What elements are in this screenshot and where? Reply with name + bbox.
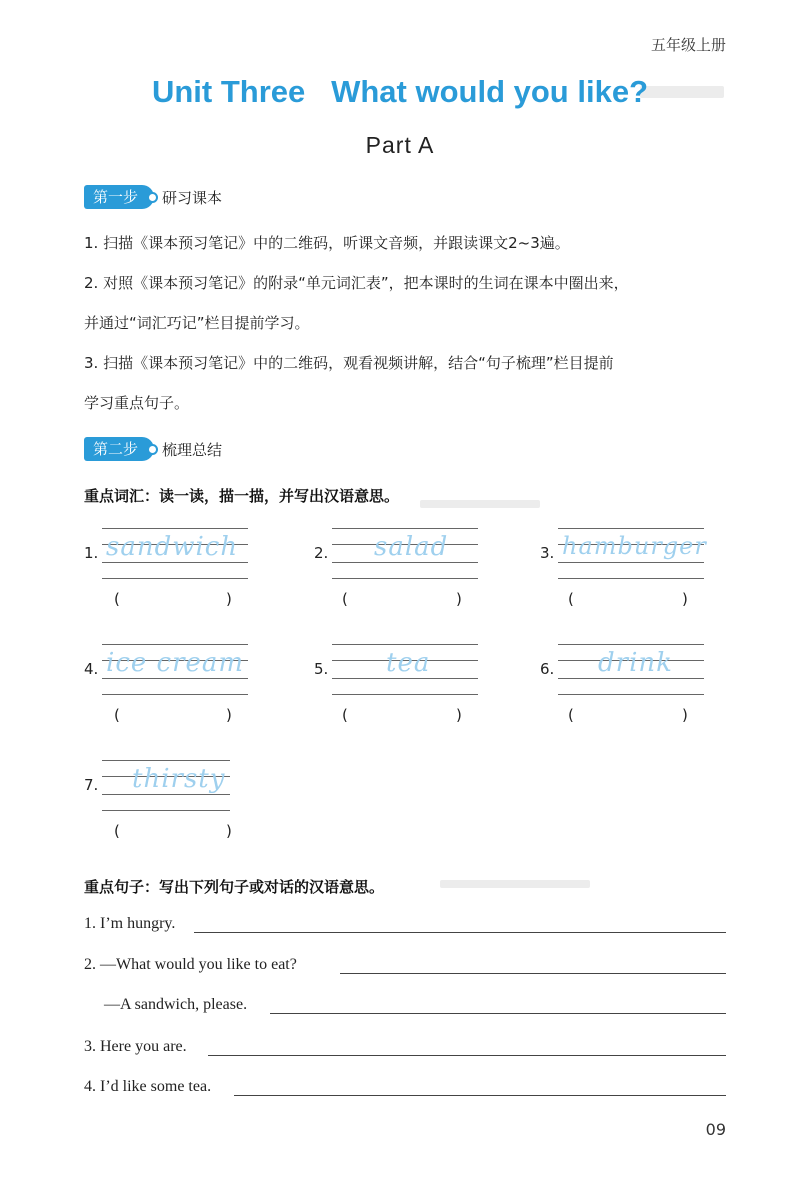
sentences-heading: 重点句子：写出下列句子或对话的汉语意思。 — [84, 878, 385, 896]
vocab-number: 1. — [84, 544, 99, 562]
instruction-3-cont: 学习重点句子。 — [84, 394, 190, 412]
step-label: 梳理总结 — [162, 440, 223, 459]
trace-word: sandwich — [106, 532, 239, 562]
vocab-number: 4. — [84, 660, 99, 678]
step-badge: 第二步 — [84, 437, 154, 461]
part-title: Part A — [365, 132, 435, 158]
instruction-2-cont: 并通过“词汇巧记”栏目提前学习。 — [84, 314, 310, 332]
step-2-header — [84, 437, 222, 461]
vocab-number: 7. — [84, 776, 99, 794]
answer-paren-open: ( — [568, 706, 574, 724]
answer-line — [194, 932, 726, 933]
instruction-1: 1. 扫描《课本预习笔记》中的二维码，听课文音频，并跟读课文2~3遍。 — [84, 234, 570, 252]
vocab-number: 6. — [540, 660, 555, 678]
grade-label: 五年级上册 — [650, 36, 726, 54]
answer-paren-open: ( — [342, 590, 348, 608]
trace-word: hamburger — [562, 532, 707, 560]
sentence-1: 1. I’m hungry. — [84, 915, 176, 932]
trace-word: tea — [386, 648, 431, 678]
answer-line — [208, 1055, 726, 1056]
step-1-header — [84, 185, 222, 209]
answer-paren-close: ) — [456, 590, 462, 608]
answer-paren-open: ( — [568, 590, 574, 608]
answer-paren-close: ) — [226, 706, 232, 724]
answer-paren-close: ) — [682, 590, 688, 608]
vocab-number: 3. — [540, 544, 555, 562]
instruction-3: 3. 扫描《课本预习笔记》中的二维码，观看视频讲解，结合“句子梳理”栏目提前 — [84, 354, 614, 372]
step-label: 研习课本 — [162, 188, 223, 207]
unit-title: Unit Three What would you like? — [151, 74, 648, 109]
trace-word: ice cream — [106, 648, 245, 678]
step-dot-icon — [147, 444, 158, 455]
step-dot-icon — [147, 192, 158, 203]
answer-line — [270, 1013, 726, 1014]
trace-word: thirsty — [132, 764, 226, 794]
vocab-heading: 重点词汇：读一读，描一描，并写出汉语意思。 — [84, 487, 400, 505]
answer-paren-open: ( — [114, 822, 120, 840]
instruction-2: 2. 对照《课本预习笔记》的附录“单元词汇表”，把本课时的生词在课本中圈出来， — [84, 274, 629, 292]
sentence-2: 2. —What would you like to eat? — [84, 956, 297, 973]
answer-line — [340, 973, 726, 974]
sentence-3: 3. Here you are. — [84, 1038, 187, 1055]
answer-paren-open: ( — [114, 706, 120, 724]
vocab-number: 2. — [314, 544, 329, 562]
answer-paren-open: ( — [342, 706, 348, 724]
bleed-through-mark — [420, 500, 540, 508]
answer-paren-close: ) — [226, 822, 232, 840]
bleed-through-mark — [440, 880, 590, 888]
sentence-4: 4. I’d like some tea. — [84, 1078, 212, 1095]
answer-paren-close: ) — [226, 590, 232, 608]
sentence-2-reply: —A sandwich, please. — [104, 996, 248, 1013]
trace-word: salad — [374, 532, 449, 562]
answer-line — [234, 1095, 726, 1096]
answer-paren-close: ) — [682, 706, 688, 724]
answer-paren-open: ( — [114, 590, 120, 608]
answer-paren-close: ) — [456, 706, 462, 724]
vocab-number: 5. — [314, 660, 329, 678]
step-badge: 第一步 — [84, 185, 154, 209]
trace-word: drink — [598, 648, 673, 678]
page-number: 09 — [705, 1120, 726, 1139]
